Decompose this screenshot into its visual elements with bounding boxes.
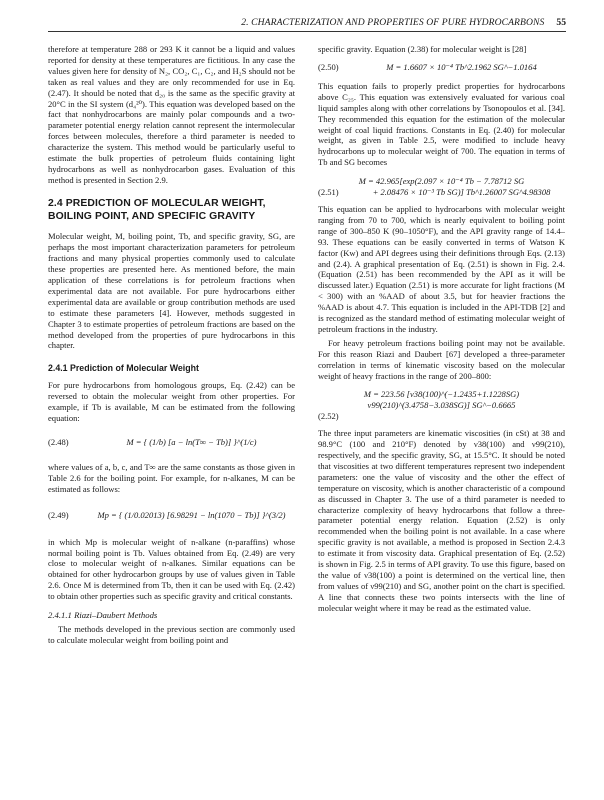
paragraph: therefore at temperature 288 or 293 K it cannot be a liquid and values reported for density at these temperatures are fictitious. In any case the values given here for density of N₂, CO₂, C₁, C₂, and H₂S should not be taken as real values and they are only recommended for use in Eq. (2.47). It should be noted that d₂₀ is the same as the specific gravity at 20°C in the SI system (d₄²⁰). This equation was developed based on the fact that nonhydrocarbons are mainly polar compounds and a two-parameter potential energy relation cannot represent the intermolecular forces between molecules, therefore a third parameter is needed to characterize the system. This method would be particularly useful to estimate the bulk properties of petroleum fluids containing light hydrocarbons as well as nonhydrocarbon gases. Evaluation of this method is presented in Section 2.9. [48,44,295,185]
page-number: 55 [556,17,566,28]
equation-2-51 [318,176,565,198]
paragraph: specific gravity. Equation (2.38) for molecular weight is [28] [318,44,527,54]
running-header [48,10,566,32]
paragraph: The methods developed in the previous section are commonly used to calculate molecular weight from boiling point and [48,623,295,645]
paragraph: where values of a, b, c, and T∞ are the same constants as those given in Table 2.6 for the boiling point. For example, for n-alkanes, M can be estimated as follows: [48,461,295,494]
equation-2-52 [318,389,565,422]
section-heading: 2.4 PREDICTION OF MOLECULAR WEIGHT, BOILING POINT, AND SPECIFIC GRAVITY [48,197,266,222]
paragraph: in which Mp is molecular weight of n-alkane (n-paraffins) whose normal boiling point is Tb. Values obtained from Eq. (2.49) are very close to molecular weight of n-alkanes. Similar equations can be obtained for other hydrocarbon groups by use of values given in Table 2.6. Once M is determined from Tb, then it can be used with Eq. (2.42) to obtain other properties such as specific gravity and critical constants. [48,536,295,602]
equation-number: (2.48) [48,437,69,448]
paragraph: This equation can be applied to hydrocarbons with molecular weight ranging from 70 to 700, which is nearly equivalent to boiling point range of 300–850 K (90–1050°F), and the API gravity range of 14.4–93. These equations can be easily converted in terms of Watson K factor (Kw) and API degrees using their definitions through Eqs. (2.13) and (2.4). A graphical presentation of Eq. (2.51) is shown in Fig. 2.4. (Equation (2.51) has been recommended by the API as it will be discussed later.) Equation (2.51) is more accurate for light fractions (M < 300) with an %AAD of about 3.5, but for heavier fractions the %AAD is about 4.7. This equation is included in the API-TDB [2] and is recognized as the standard method of estimating molecular weight of petroleum fractions in the industry. [318,203,565,334]
equation-body: Mp = { (1/0.02013) [6.98291 − ln(1070 − Tb)] }^(3/2) [97,510,286,521]
equation-number: (2.49) [48,510,69,521]
paragraph: The three input parameters are kinematic viscosities (in cSt) at 38 and 98.9°C (100 and 210°F) denoted by ν38(100) and ν99(210), respectively, and the specific gravity, SG, at 15.5°C. It should be noted that viscosities at two different temperatures represent two independent parameters: one the value of viscosity and the other the effect of temperature on viscosity, which is another characteristic of a compound as discussed in Chapter 3. The use of a third parameter is needed to characterize complexity of heavy hydrocarbons that follow a three-parameter potential energy relation. Equation (2.52) is only recommended when the boiling point is not available. In a case where specific gravity is not available, a method is proposed in Section 2.4.3 to estimate it from viscosity data. Graphical presentation of Eq. (2.52) is shown in Fig. 2.5 in terms of API gravity. To use this figure, based on the value of ν38(100) a point is determined on the vertical line, then from values of ν99(210) and SG, another point on the chart is specified. A line that connects these two points intersects with the line of molecular weight where it may be read as the estimated value. [318,428,565,613]
equation-line: M = 42.965[exp(2.097 × 10⁻⁴ Tb − 7.78712 SG [358,176,525,187]
paragraph: For pure hydrocarbons from homologous groups, Eq. (2.42) can be reversed to obtain the molecular weight from other properties. For example, if Tb is available, M can be estimated from the following equation: [48,380,295,423]
equation-number: (2.51) [318,187,339,198]
equation-number: (2.52) [318,411,339,422]
running-header-title: 2. CHARACTERIZATION AND PROPERTIES OF PURE HYDROCARBONS [241,17,545,28]
equation-body: M = { (1/b) [a − ln(T∞ − Tb)] }^(1/c) [126,437,257,448]
equation-line: + 2.08476 × 10⁻³ Tb SG)] Tb^1.26007 SG^4.98308 [372,187,551,198]
equation-body: M = 1.6607 × 10⁻⁴ Tb^2.1962 SG^−1.0164 [386,62,537,73]
equation-number: (2.50) [318,62,339,73]
equation-body: M = 223.56 [ν38(100)^(−1.2435+1.1228SG) ν99(210)^(3.4758−3.038SG)] SG^−0.6665 [363,389,520,411]
paragraph: For heavy petroleum fractions boiling point may not be available. For this reason Riazi and Daubert [67] developed a three-parameter correlation in terms of kinematic viscosity based on the molecular weight of heavy fractions in the range of 200–800: [318,337,565,381]
equation-2-49 [48,501,295,531]
paragraph: This equation fails to properly predict properties for hydrocarbons above C₂₅. This equation was extensively evaluated for various coal liquid samples along with other correlations by Tsonopoulos et al. [34]. They recommended this equation for the estimation of the molecular weight of coal liquid fractions. Constants in Eq. (2.40) for molecular weight, as given in Table 2.5, were modified to include heavy hydrocarbons up to molecular weight of 700. The equation in terms of Tb and SG becomes [318,80,565,168]
equation-2-48 [48,430,295,456]
left-column [48,44,295,789]
subsection-heading: 2.4.1 Prediction of Molecular Weight [48,363,199,374]
right-column [318,44,565,789]
equation-2-50 [318,61,565,75]
subsubsection-heading: 2.4.1.1 Riazi–Daubert Methods [48,610,158,621]
paragraph: Molecular weight, M, boiling point, Tb, and specific gravity, SG, are perhaps the most important characterization parameters for petroleum fractions and many physical properties commonly used to calculate these properties are presented here. As mentioned before, the main application of these correlations is for petroleum fractions when experimental data are not available. For pure hydrocarbons either experimental data are available or group contribution methods are used to estimate these parameters [4]. However, methods suggested in Chapter 3 to estimate properties of petroleum fractions are based on the method developed from the properties of pure hydrocarbons in this chapter. [48,231,295,351]
